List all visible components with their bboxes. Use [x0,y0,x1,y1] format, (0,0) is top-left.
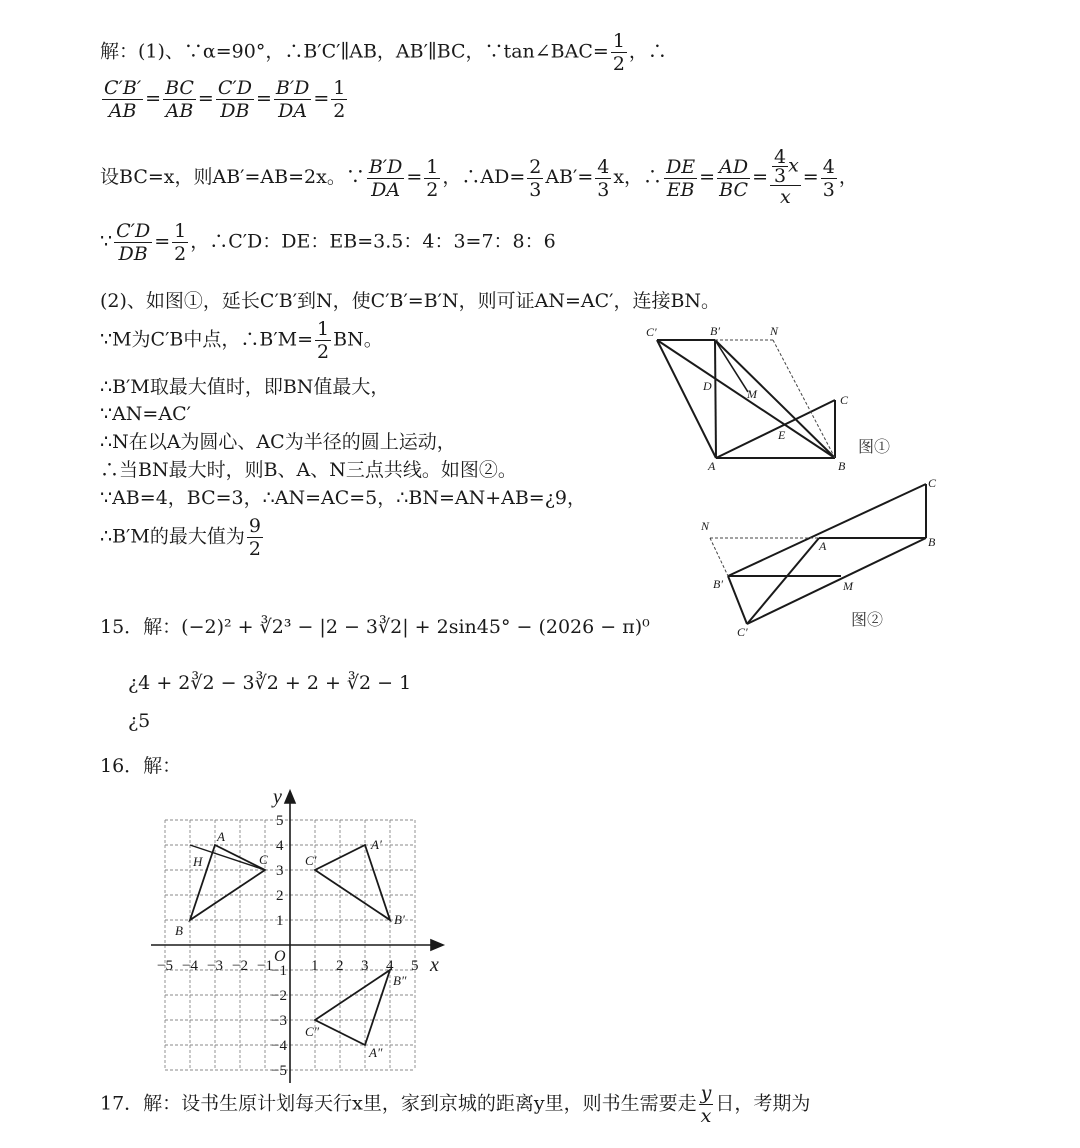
segment-c-a [716,400,835,458]
triangle-a1b1c1 [315,845,390,920]
q14-part2-line4: ∵AN=AC′ [100,403,191,425]
point-label-c1: C′ [305,853,317,868]
x-tick-label: −5 [157,958,173,974]
label-n: N [770,324,779,338]
y-tick-label: 4 [276,838,284,854]
q14-part2-line2: ∵M为C′B中点，∴B′M= $\frac{1}{2}$ BN。 [100,318,383,363]
fraction: $\frac{AD}{BC}$ [719,155,749,201]
point-label-a1: A′ [371,837,382,852]
segment-b1-c1 [728,576,747,624]
geometry-figure-2 [695,478,955,644]
x-tick-label: 4 [386,958,394,974]
point-label-c: C [259,852,268,867]
q15-line2: ¿4 + 2∛2 − 3∛2 + 2 + ∛2 − 1 [128,672,412,694]
x-tick-label: −1 [257,958,273,974]
y-tick-label: 2 [276,888,284,904]
segment-b1-m [715,340,748,392]
coordinate-grid [145,785,455,1085]
compound-fraction: $\frac{4}{3}$ x x [770,148,801,208]
fraction: $\frac{BC}{AB}$ [165,77,194,122]
q14-part1-line4: ∵ $\frac{C'D}{DB}$ = $\frac{1}{2}$ ，∴C′D：DE：EB=3.5：4：3=7：8：6 [100,220,556,265]
fraction: $\frac{C'D}{DB}$ [116,220,151,265]
q14-part1-line3: 设BC=x，则AB′=AB=2x。∵ $\frac{B'D}{DA}$ = $\frac{1}{2}$ ，∴AD= $\frac{2}{3}$ AB′= $\frac{4}{3}$ x，∴ $\frac{DE}{EB}$ = $\frac{AD}{BC}$ = $\frac{4}{3}$ x x = $\frac{4}{3}$ ， [100,146,858,208]
point-label-c2: C″ [305,1024,320,1039]
geometry-figure-1 [640,318,900,478]
fraction: $\frac{C'D}{DB}$ [217,77,252,122]
fraction: $\frac{4}{3}$ [822,155,835,201]
q14-ratio-chain: $\frac{C'B'}{AB}$ = $\frac{BC}{AB}$ = $\frac{C'D}{DB}$ = $\frac{B'D}{DA}$ = $\frac{1}{2}$ [104,77,346,122]
label-c: C [928,478,937,490]
label-b1: B′ [710,324,720,338]
q14-part2-line5: ∴N在以A为圆心、AC为半径的圆上运动， [100,431,456,453]
segment-c1-a [657,340,716,458]
label-e: E [778,428,786,442]
x-axis-label: x [430,954,439,976]
y-tick-label: 3 [276,863,284,879]
fraction: $\frac{1}{2}$ [612,30,625,75]
figure-2-caption: 图② [851,612,884,629]
q15-line1: 15．解：(−2)² + ∛2³ − |2 − 3∛2| + 2sin45° − (2026 − π)⁰ [100,616,650,638]
figure-1-caption: 图① [858,439,891,456]
x-tick-label: 3 [361,958,369,974]
q14-part2-line7: ∵AB=4，BC=3，∴AN=AC=5，∴BN=AN+AB=¿9， [100,487,587,509]
q14-part2-line3: ∴B′M取最大值时，即BN值最大， [100,376,390,398]
label-c1: C′ [737,625,748,639]
q17-line: 17．解：设书生原计划每天行x里，家到京城的距离y里，则书生需要走 $\frac{y}{x}$ 日，考期为 [100,1082,811,1127]
label-a: A [819,539,827,553]
y-tick-label: −1 [271,963,287,979]
y-tick-label: 1 [276,913,284,929]
x-tick-label: −4 [182,958,198,974]
y-tick-label: 5 [276,813,284,829]
fraction: $\frac{B'D}{DA}$ [275,77,310,122]
q14-part1-line1: 解：(1)、∵α=90°，∴B′C′∥AB，AB′∥BC，∵tan∠BAC= $\frac{1}{2}$ ，∴ [100,30,667,75]
fraction: $\frac{2}{3}$ [529,155,542,201]
q14-part2-line6: ∴当BN最大时，则B、A、N三点共线。如图②。 [100,459,517,481]
y-tick-label: −5 [271,1063,287,1079]
fraction: $\frac{C'B'}{AB}$ [104,77,142,122]
x-tick-label: 5 [411,958,419,974]
label-a: A [708,459,716,473]
fraction: $\frac{B'D}{DA}$ [368,155,403,201]
label-b: B [928,535,936,549]
fraction: $\frac{DE}{EB}$ [666,155,696,201]
point-label-a: A [217,829,225,844]
point-label-h: H [193,854,203,869]
x-tick-label: −2 [232,958,248,974]
fraction: $\frac{1}{2}$ [426,155,439,201]
label-m: M [747,387,757,401]
y-axis-arrow-icon [285,791,295,803]
fraction: $\frac{1}{2}$ [174,220,187,265]
q15-line3: ¿5 [128,710,151,732]
label-d: D [703,379,712,393]
fraction: $\frac{1}{2}$ [317,318,330,363]
y-tick-label: −3 [271,1013,287,1029]
fraction: $\frac{1}{2}$ [333,77,346,122]
q14-part2-line8: ∴B′M的最大值为 $\frac{9}{2}$ [100,515,261,560]
y-axis-label: y [273,786,282,808]
x-tick-label: 1 [311,958,319,974]
y-tick-label: −2 [271,988,287,1004]
label-m: M [843,579,853,593]
segment-a-b1 [715,340,716,458]
y-tick-label: −4 [271,1038,287,1054]
fraction: $\frac{4}{3}$ [597,155,610,201]
segment-b1-b [715,340,835,458]
segment-c1-b [657,340,835,458]
x-tick-label: 2 [336,958,344,974]
point-label-b2: B″ [393,973,407,988]
label-b: B [838,459,846,473]
fraction: $\frac{y}{x}$ [700,1082,712,1127]
x-tick-label: −3 [207,958,223,974]
point-label-b: B [175,923,183,938]
point-label-b1: B′ [394,912,405,927]
segment-c1-b [747,538,926,624]
label-c: C [840,393,849,407]
segment-b1-c [728,484,926,576]
triangle-a2b2c2 [315,970,390,1045]
label-b1: B′ [713,577,723,591]
point-label-a2: A″ [369,1045,383,1060]
dashed-n-b1 [710,538,728,576]
q14-part2-line1: (2)、如图①，延长C′B′到N，使C′B′=B′N，则可证AN=AC′，连接BN。 [100,290,721,312]
label-n: N [701,519,710,533]
fraction: $\frac{9}{2}$ [248,515,261,560]
x-axis-arrow-icon [431,940,443,950]
label-c1: C′ [646,325,657,339]
origin-label: O [274,948,286,965]
q16-title: 16．解： [100,755,182,777]
